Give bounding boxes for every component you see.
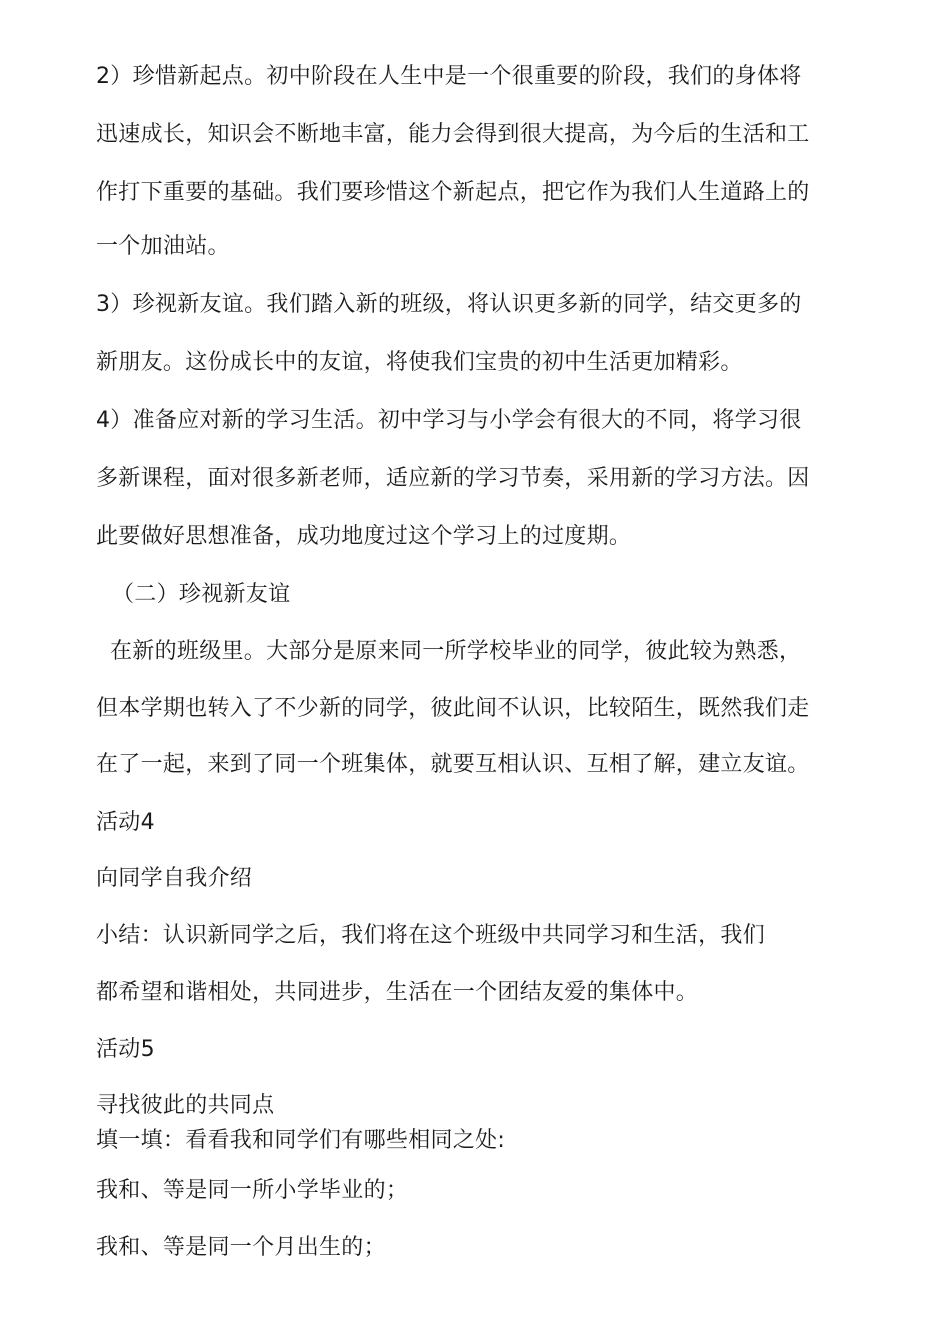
text-line: 3）珍视新友谊。我们踏入新的班级，将认识更多新的同学，结交更多的	[96, 292, 802, 317]
text-line: 但本学期也转入了不少新的同学，彼此间不认识，比较陌生，既然我们走	[96, 696, 810, 721]
activity-title: 寻找彼此的共同点	[96, 1093, 275, 1118]
text-line: 新朋友。这份成长中的友谊，将使我们宝贵的初中生活更加精彩。	[96, 350, 743, 375]
fill-in-instruction: 填一填：看看我和同学们有哪些相同之处:	[96, 1128, 506, 1153]
text-line: 在新的班级里。大部分是原来同一所学校毕业的同学，彼此较为熟悉，	[110, 639, 802, 664]
text-line: 一个加油站。	[96, 234, 230, 259]
text-line: 多新课程，面对很多新老师，适应新的学习节奏，采用新的学习方法。因	[96, 466, 810, 491]
activity-heading: 活动5	[96, 1037, 155, 1062]
text-line: 在了一起，来到了同一个班集体，就要互相认识、互相了解，建立友谊。	[96, 752, 810, 777]
fill-in-item: 我和、等是同一个月出生的；	[96, 1235, 386, 1260]
text-line: 此要做好思想准备，成功地度过这个学习上的过度期。	[96, 524, 632, 549]
section-heading: （二）珍视新友谊	[112, 582, 291, 607]
summary-line: 都希望和谐相处，共同进步，生活在一个团结友爱的集体中。	[96, 980, 699, 1005]
text-line: 4）准备应对新的学习生活。初中学习与小学会有很大的不同，将学习很	[96, 408, 802, 433]
summary-line: 小结：认识新同学之后，我们将在这个班级中共同学习和生活，我们	[96, 923, 766, 948]
fill-in-item: 我和、等是同一所小学毕业的；	[96, 1178, 409, 1203]
activity-title: 向同学自我介绍	[96, 866, 253, 891]
text-line: 作打下重要的基础。我们要珍惜这个新起点，把它作为我们人生道路上的	[96, 180, 810, 205]
activity-heading: 活动4	[96, 810, 155, 835]
text-line: 迅速成长，知识会不断地丰富，能力会得到很大提高，为今后的生活和工	[96, 122, 810, 147]
text-line: 2）珍惜新起点。初中阶段在人生中是一个很重要的阶段，我们的身体将	[96, 64, 802, 89]
